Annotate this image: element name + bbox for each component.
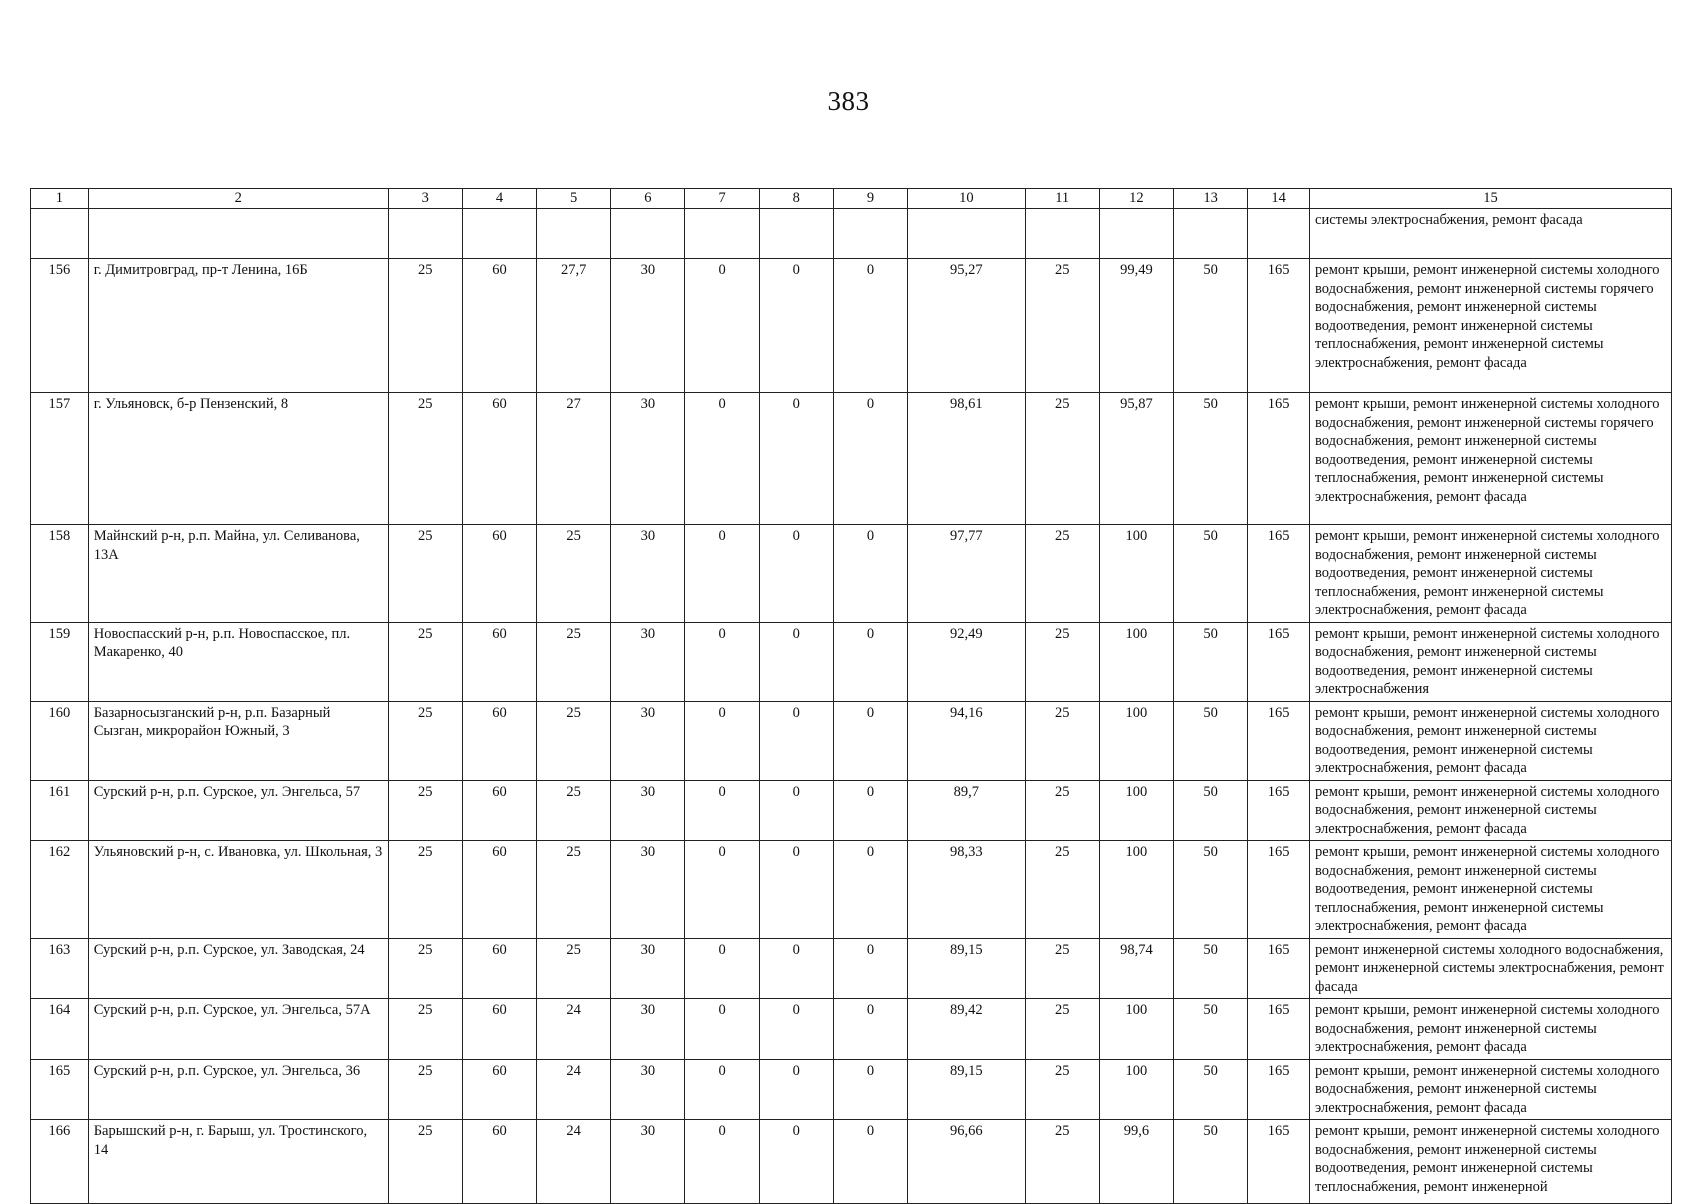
value-cell-c12: 100 (1099, 1059, 1173, 1120)
row-number: 161 (31, 780, 89, 841)
value-cell-c8: 0 (759, 393, 833, 525)
value-cell-c11: 25 (1025, 1059, 1099, 1120)
value-cell-c3: 25 (388, 1120, 462, 1204)
value-cell-c12: 100 (1099, 525, 1173, 623)
value-cell-c14: 165 (1248, 780, 1310, 841)
value-cell-c6: 30 (611, 938, 685, 999)
value-cell-c11: 25 (1025, 622, 1099, 701)
value-cell-c7: 0 (685, 259, 759, 393)
value-cell-c13: 50 (1174, 525, 1248, 623)
value-cell-c5: 25 (537, 780, 611, 841)
value-cell-c6: 30 (611, 1059, 685, 1120)
value-cell-c13: 50 (1174, 1059, 1248, 1120)
value-cell-c10: 89,15 (908, 1059, 1026, 1120)
value-cell-c14: 165 (1248, 999, 1310, 1060)
value-cell-c5: 27 (537, 393, 611, 525)
value-cell-c4: 60 (462, 841, 536, 939)
value-cell-c3: 25 (388, 999, 462, 1060)
value-cell-c11: 25 (1025, 1120, 1099, 1204)
row-number: 160 (31, 701, 89, 780)
value-cell-c5: 24 (537, 1059, 611, 1120)
column-header: 13 (1174, 189, 1248, 209)
value-cell-c13: 50 (1174, 393, 1248, 525)
works-cell: ремонт крыши, ремонт инженерной системы холодного водоснабжения, ремонт инженерной системы водоотведения, ремонт инженерной системы электроснабжения, ремонт фасада (1310, 701, 1672, 780)
value-cell-c13: 50 (1174, 259, 1248, 393)
address-cell: Майнский р-н, р.п. Майна, ул. Селиванова, 13А (88, 525, 388, 623)
value-cell-c14: 165 (1248, 259, 1310, 393)
value-cell-c8: 0 (759, 525, 833, 623)
value-cell-c13: 50 (1174, 999, 1248, 1060)
works-cell: ремонт крыши, ремонт инженерной системы холодного водоснабжения, ремонт инженерной системы водоотведения, ремонт инженерной системы теплоснабжения, ремонт инженерной (1310, 1120, 1672, 1204)
table-row (31, 259, 1672, 393)
value-cell-c9: 0 (833, 701, 907, 780)
value-cell-c8: 0 (759, 938, 833, 999)
value-cell-c4: 60 (462, 1120, 536, 1204)
value-cell-c14: 165 (1248, 841, 1310, 939)
page-number: 383 (827, 86, 870, 116)
column-header: 10 (908, 189, 1026, 209)
column-header: 5 (537, 189, 611, 209)
value-cell-c13: 50 (1174, 780, 1248, 841)
row-number: 165 (31, 1059, 89, 1120)
value-cell-c10: 95,27 (908, 259, 1026, 393)
value-cell-c12: 100 (1099, 999, 1173, 1060)
value-cell-c6: 30 (611, 259, 685, 393)
value-cell-c12: 100 (1099, 701, 1173, 780)
value-cell-c8: 0 (759, 999, 833, 1060)
row-number: 157 (31, 393, 89, 525)
works-cell: ремонт крыши, ремонт инженерной системы холодного водоснабжения, ремонт инженерной системы горячего водоснабжения, ремонт инженерной системы водоотведения, ремонт инженерной системы теплоснабжения, ремонт инженерной системы электроснабжения, ремонт фасада (1310, 393, 1672, 525)
address-cell: Базарносызганский р-н, р.п. Базарный Сызган, микрорайон Южный, 3 (88, 701, 388, 780)
value-cell-c14: 165 (1248, 701, 1310, 780)
column-header: 2 (88, 189, 388, 209)
works-cell: ремонт крыши, ремонт инженерной системы холодного водоснабжения, ремонт инженерной системы электроснабжения, ремонт фасада (1310, 999, 1672, 1060)
value-cell-c8: 0 (759, 841, 833, 939)
value-cell-c13: 50 (1174, 701, 1248, 780)
works-cell: ремонт крыши, ремонт инженерной системы холодного водоснабжения, ремонт инженерной системы водоотведения, ремонт инженерной системы электроснабжения (1310, 622, 1672, 701)
works-cell: ремонт крыши, ремонт инженерной системы холодного водоснабжения, ремонт инженерной системы водоотведения, ремонт инженерной системы теплоснабжения, ремонт инженерной системы электроснабжения, ремонт фасада (1310, 841, 1672, 939)
value-cell-c6: 30 (611, 525, 685, 623)
works-cell: системы электроснабжения, ремонт фасада (1310, 209, 1672, 259)
value-cell-c6: 30 (611, 780, 685, 841)
value-cell-c4: 60 (462, 938, 536, 999)
value-cell-c9: 0 (833, 841, 907, 939)
value-cell-c9: 0 (833, 938, 907, 999)
value-cell-c3: 25 (388, 780, 462, 841)
value-cell-c3: 25 (388, 701, 462, 780)
value-cell-c11: 25 (1025, 841, 1099, 939)
value-cell-c10: 89,15 (908, 938, 1026, 999)
table-row (31, 1059, 1672, 1120)
value-cell-c9: 0 (833, 780, 907, 841)
value-cell-c7: 0 (685, 999, 759, 1060)
value-cell-c7: 0 (685, 780, 759, 841)
value-cell-c11: 25 (1025, 259, 1099, 393)
table-row (31, 1120, 1672, 1204)
value-cell-c11: 25 (1025, 999, 1099, 1060)
table-row (31, 393, 1672, 525)
value-cell-c4: 60 (462, 1059, 536, 1120)
value-cell-c10: 98,61 (908, 393, 1026, 525)
row-number: 158 (31, 525, 89, 623)
value-cell-c14: 165 (1248, 1120, 1310, 1204)
value-cell-c8: 0 (759, 1120, 833, 1204)
column-header: 6 (611, 189, 685, 209)
value-cell-c8: 0 (759, 622, 833, 701)
value-cell-c12: 100 (1099, 780, 1173, 841)
row-number: 163 (31, 938, 89, 999)
table-row (31, 525, 1672, 623)
value-cell-c11: 25 (1025, 938, 1099, 999)
value-cell-c12: 98,74 (1099, 938, 1173, 999)
table-row (31, 780, 1672, 841)
row-number: 162 (31, 841, 89, 939)
table-row (31, 701, 1672, 780)
address-cell: Сурский р-н, р.п. Сурское, ул. Заводская, 24 (88, 938, 388, 999)
works-cell: ремонт крыши, ремонт инженерной системы холодного водоснабжения, ремонт инженерной системы электроснабжения, ремонт фасада (1310, 1059, 1672, 1120)
row-number: 156 (31, 259, 89, 393)
value-cell-c3: 25 (388, 841, 462, 939)
column-header: 8 (759, 189, 833, 209)
column-header: 11 (1025, 189, 1099, 209)
row-number: 159 (31, 622, 89, 701)
value-cell-c5: 25 (537, 525, 611, 623)
value-cell-c12: 95,87 (1099, 393, 1173, 525)
address-cell: г. Димитровград, пр-т Ленина, 16Б (88, 259, 388, 393)
value-cell-c5: 25 (537, 938, 611, 999)
value-cell-c3: 25 (388, 938, 462, 999)
address-cell: Новоспасский р-н, р.п. Новоспасское, пл. Макаренко, 40 (88, 622, 388, 701)
address-cell: Барышский р-н, г. Барыш, ул. Тростинского, 14 (88, 1120, 388, 1204)
value-cell-c3: 25 (388, 1059, 462, 1120)
continuation-row (31, 209, 1672, 259)
value-cell-c6: 30 (611, 999, 685, 1060)
address-cell: Сурский р-н, р.п. Сурское, ул. Энгельса, 36 (88, 1059, 388, 1120)
value-cell-c10: 89,7 (908, 780, 1026, 841)
value-cell-c4: 60 (462, 393, 536, 525)
value-cell-c12: 100 (1099, 622, 1173, 701)
value-cell-c6: 30 (611, 393, 685, 525)
works-cell: ремонт крыши, ремонт инженерной системы холодного водоснабжения, ремонт инженерной системы горячего водоснабжения, ремонт инженерной системы водоотведения, ремонт инженерной системы теплоснабжения, ремонт инженерной системы электроснабжения, ремонт фасада (1310, 259, 1672, 393)
value-cell-c5: 24 (537, 999, 611, 1060)
value-cell-c9: 0 (833, 622, 907, 701)
value-cell-c4: 60 (462, 525, 536, 623)
column-header: 15 (1310, 189, 1672, 209)
value-cell-c12: 100 (1099, 841, 1173, 939)
works-cell: ремонт крыши, ремонт инженерной системы холодного водоснабжения, ремонт инженерной системы водоотведения, ремонт инженерной системы теплоснабжения, ремонт инженерной системы электроснабжения, ремонт фасада (1310, 525, 1672, 623)
value-cell-c3: 25 (388, 393, 462, 525)
value-cell-c10: 92,49 (908, 622, 1026, 701)
value-cell-c4: 60 (462, 259, 536, 393)
value-cell-c14: 165 (1248, 393, 1310, 525)
address-cell: Сурский р-н, р.п. Сурское, ул. Энгельса, 57 (88, 780, 388, 841)
value-cell-c7: 0 (685, 938, 759, 999)
value-cell-c10: 94,16 (908, 701, 1026, 780)
value-cell-c6: 30 (611, 701, 685, 780)
value-cell-c13: 50 (1174, 622, 1248, 701)
column-header: 9 (833, 189, 907, 209)
column-number-header (31, 189, 1672, 209)
value-cell-c3: 25 (388, 259, 462, 393)
value-cell-c10: 89,42 (908, 999, 1026, 1060)
value-cell-c9: 0 (833, 1059, 907, 1120)
value-cell-c14: 165 (1248, 1059, 1310, 1120)
value-cell-c7: 0 (685, 622, 759, 701)
value-cell-c4: 60 (462, 622, 536, 701)
value-cell-c9: 0 (833, 1120, 907, 1204)
value-cell-c11: 25 (1025, 701, 1099, 780)
value-cell-c8: 0 (759, 259, 833, 393)
value-cell-c6: 30 (611, 841, 685, 939)
value-cell-c11: 25 (1025, 393, 1099, 525)
value-cell-c7: 0 (685, 841, 759, 939)
value-cell-c3: 25 (388, 622, 462, 701)
column-header: 12 (1099, 189, 1173, 209)
value-cell-c7: 0 (685, 525, 759, 623)
table-row (31, 999, 1672, 1060)
address-cell: г. Ульяновск, б-р Пензенский, 8 (88, 393, 388, 525)
column-header: 1 (31, 189, 89, 209)
value-cell-c13: 50 (1174, 938, 1248, 999)
value-cell-c9: 0 (833, 525, 907, 623)
column-header: 4 (462, 189, 536, 209)
value-cell-c12: 99,49 (1099, 259, 1173, 393)
value-cell-c6: 30 (611, 622, 685, 701)
value-cell-c8: 0 (759, 780, 833, 841)
value-cell-c4: 60 (462, 701, 536, 780)
value-cell-c11: 25 (1025, 780, 1099, 841)
value-cell-c3: 25 (388, 525, 462, 623)
value-cell-c9: 0 (833, 999, 907, 1060)
repair-program-table (30, 188, 1672, 1204)
works-cell: ремонт крыши, ремонт инженерной системы холодного водоснабжения, ремонт инженерной системы электроснабжения, ремонт фасада (1310, 780, 1672, 841)
value-cell-c14: 165 (1248, 525, 1310, 623)
column-header: 3 (388, 189, 462, 209)
value-cell-c6: 30 (611, 1120, 685, 1204)
address-cell: Сурский р-н, р.п. Сурское, ул. Энгельса, 57А (88, 999, 388, 1060)
value-cell-c14: 165 (1248, 622, 1310, 701)
value-cell-c9: 0 (833, 259, 907, 393)
table-row (31, 622, 1672, 701)
value-cell-c8: 0 (759, 701, 833, 780)
value-cell-c5: 24 (537, 1120, 611, 1204)
value-cell-c11: 25 (1025, 525, 1099, 623)
value-cell-c7: 0 (685, 1059, 759, 1120)
value-cell-c13: 50 (1174, 841, 1248, 939)
value-cell-c14: 165 (1248, 938, 1310, 999)
value-cell-c7: 0 (685, 701, 759, 780)
value-cell-c10: 97,77 (908, 525, 1026, 623)
value-cell-c7: 0 (685, 393, 759, 525)
value-cell-c10: 96,66 (908, 1120, 1026, 1204)
value-cell-c4: 60 (462, 999, 536, 1060)
value-cell-c5: 25 (537, 701, 611, 780)
value-cell-c13: 50 (1174, 1120, 1248, 1204)
value-cell-c10: 98,33 (908, 841, 1026, 939)
value-cell-c5: 27,7 (537, 259, 611, 393)
column-header: 7 (685, 189, 759, 209)
value-cell-c8: 0 (759, 1059, 833, 1120)
value-cell-c7: 0 (685, 1120, 759, 1204)
works-cell: ремонт инженерной системы холодного водоснабжения, ремонт инженерной системы электроснабжения, ремонт фасада (1310, 938, 1672, 999)
address-cell: Ульяновский р-н, с. Ивановка, ул. Школьная, 3 (88, 841, 388, 939)
row-number: 164 (31, 999, 89, 1060)
row-number: 166 (31, 1120, 89, 1204)
value-cell-c4: 60 (462, 780, 536, 841)
value-cell-c5: 25 (537, 841, 611, 939)
value-cell-c9: 0 (833, 393, 907, 525)
table-row (31, 938, 1672, 999)
value-cell-c12: 99,6 (1099, 1120, 1173, 1204)
column-header: 14 (1248, 189, 1310, 209)
table-row (31, 841, 1672, 939)
value-cell-c5: 25 (537, 622, 611, 701)
